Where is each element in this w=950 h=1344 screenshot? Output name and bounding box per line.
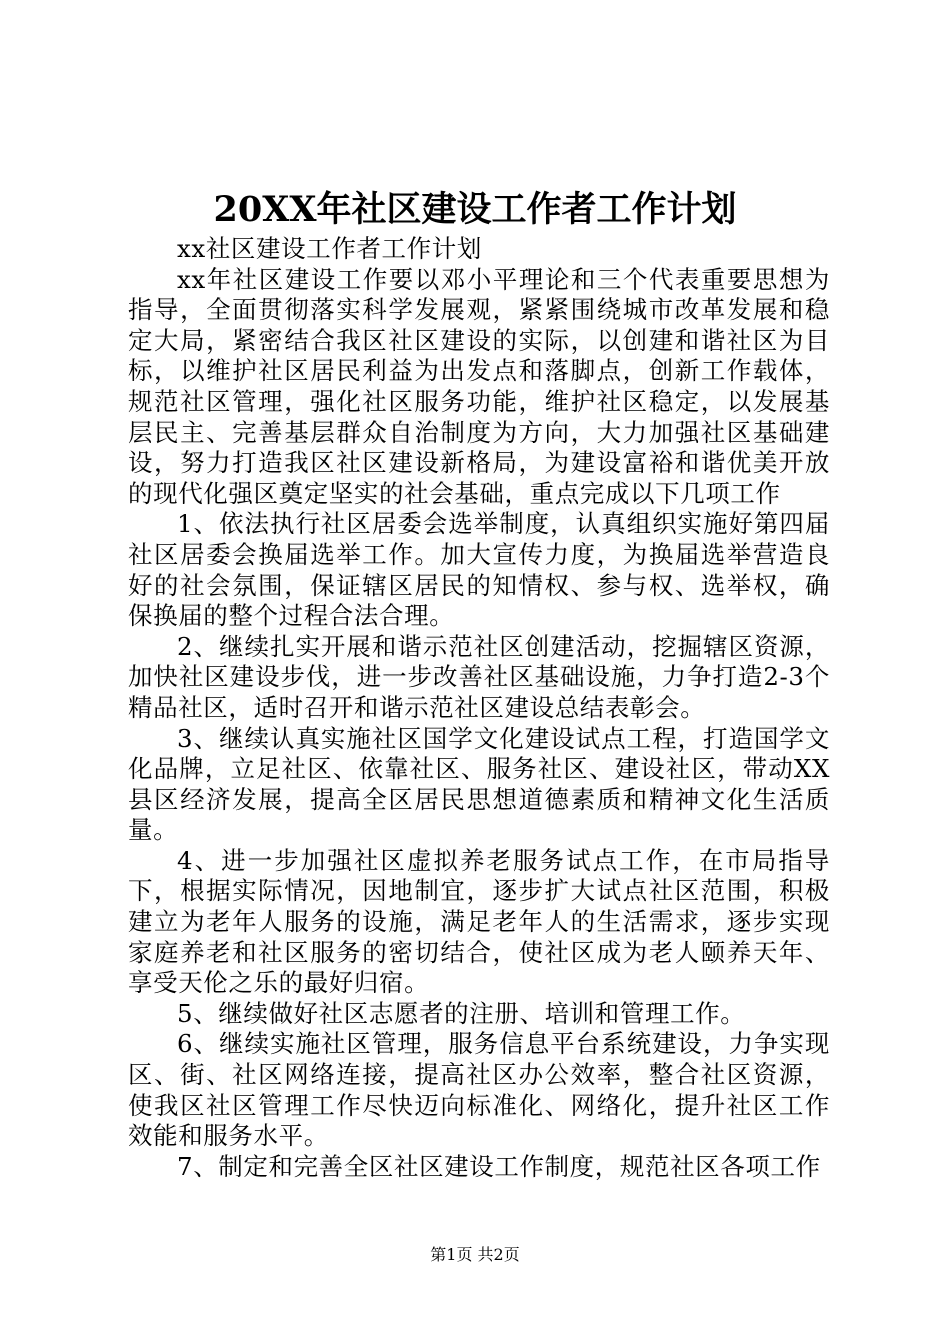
paragraph-item-2: 2、继续扎实开展和谐示范社区创建活动，挖掘辖区资源，加快社区建设步伐，进一步改善社区基础设施，力争打造2-3个精品社区，适时召开和谐示范社区建设总结表彰会。 bbox=[128, 631, 830, 722]
paragraph-item-4: 4、进一步加强社区虚拟养老服务试点工作，在市局指导下，根据实际情况，因地制宜，逐步扩大试点社区范围，积极建立为老年人服务的设施，满足老年人的生活需求，逐步实现家庭养老和社区服务的密切结合，使社区成为老人颐养天年、享受天伦之乐的最好归宿。 bbox=[128, 845, 830, 998]
paragraph-item-1: 1、依法执行社区居委会选举制度，认真组织实施好第四届社区居委会换届选举工作。加大宣传力度，为换届选举营造良好的社会氛围，保证辖区居民的知情权、参与权、选举权，确保换届的整个过程合法合理。 bbox=[128, 509, 830, 631]
paragraph-item-5: 5、继续做好社区志愿者的注册、培训和管理工作。 bbox=[177, 998, 746, 1028]
paragraph-item-6: 6、继续实施社区管理，服务信息平台系统建设，力争实现区、街、社区网络连接，提高社区办公效率，整合社区资源，使我区社区管理工作尽快迈向标准化、网络化，提升社区工作效能和服务水平。 bbox=[128, 1029, 830, 1151]
paragraph-intro: xx年社区建设工作要以邓小平理论和三个代表重要思想为指导，全面贯彻落实科学发展观，紧紧围绕城市改革发展和稳定大局，紧密结合我区社区建设的实际，以创建和谐社区为目标，以维护社区居民利益为出发点和落脚点，创新工作载体，规范社区管理，强化社区服务功能，维护社区稳定，以发展基层民主、完善基层群众自治制度为方向，大力加强社区基础建设，努力打造我区社区建设新格局，为建设富裕和谐优美开放的现代化强区奠定坚实的社会基础，重点完成以下几项工作 bbox=[128, 264, 830, 508]
document-title: 20XX年社区建设工作者工作计划 bbox=[213, 189, 737, 230]
paragraph-item-7: 7、制定和完善全区社区建设工作制度，规范社区各项工作 bbox=[177, 1151, 821, 1181]
paragraph-heading: xx社区建设工作者工作计划 bbox=[177, 234, 482, 263]
page-footer: 第1页 共2页 bbox=[430, 1245, 520, 1264]
paragraph-item-3: 3、继续认真实施社区国学文化建设试点工程，打造国学文化品牌，立足社区、依靠社区、服务社区、建设社区，带动XX县区经济发展，提高全区居民思想道德素质和精神文化生活质量。 bbox=[128, 723, 830, 845]
document-body bbox=[128, 234, 830, 1182]
